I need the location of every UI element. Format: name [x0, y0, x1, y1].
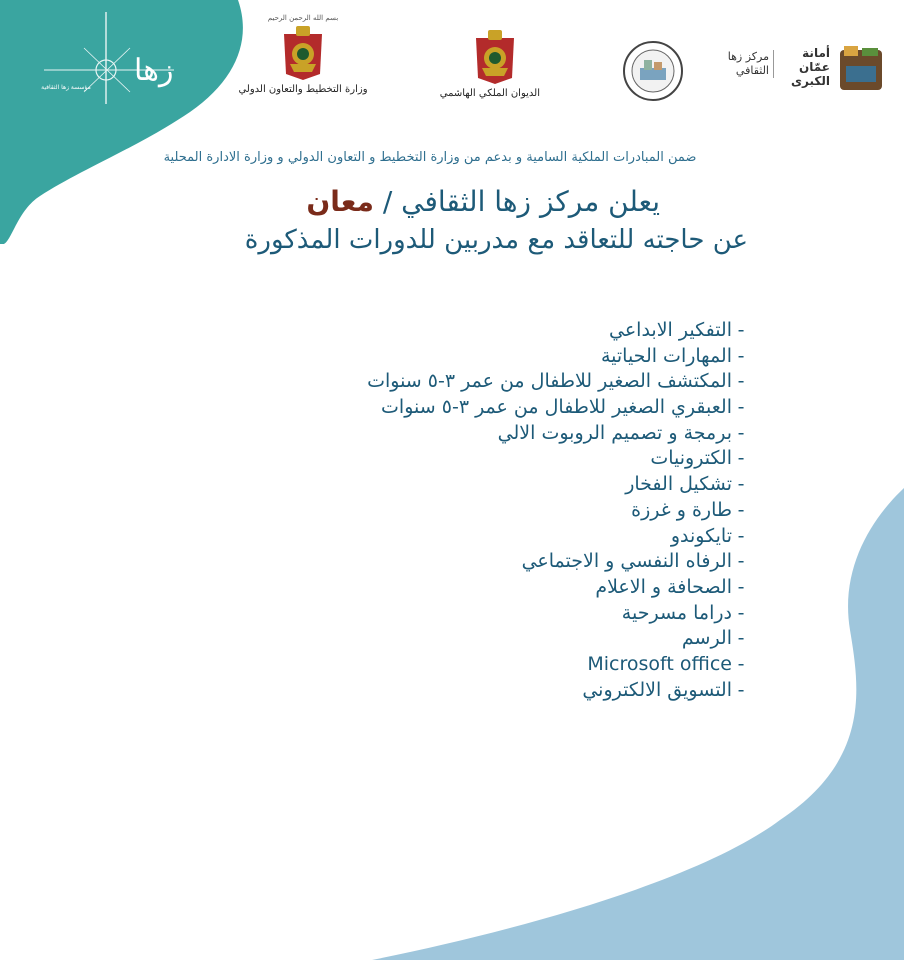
course-label: طارة و غرزة [631, 498, 732, 521]
headline [120, 184, 660, 220]
royal-court-caption: الديوان الملكي الهاشمي [439, 88, 540, 99]
bullet-dash: - [737, 524, 745, 547]
bullet-dash: - [737, 370, 745, 393]
list-item [260, 498, 750, 524]
list-item [260, 472, 750, 498]
zaha-caption: مؤسسة زها الثقافية [41, 84, 91, 91]
bullet-dash: - [737, 601, 745, 624]
bullet-dash: - [737, 421, 745, 444]
zaha-center-name: مركز زها الثقافي [719, 50, 774, 78]
headline-prefix: يعلن مركز زها الثقافي / [382, 185, 660, 218]
jordan-crest-icon [280, 24, 326, 82]
course-label: الرفاه النفسي و الاجتماعي [521, 550, 732, 573]
zaha-foundation-logo [14, 8, 186, 110]
list-item [260, 524, 750, 550]
bullet-dash: - [737, 550, 745, 573]
course-label: الرسم [681, 627, 732, 650]
amanah-name: أمانة عمّان الكبرى [791, 46, 830, 88]
royal-court-logo [439, 28, 540, 99]
course-label: برمجة و تصميم الروبوت الالي [497, 421, 732, 444]
headline-subtitle: عن حاجته للتعاقد مع مدربين للدورات المذكورة [244, 225, 748, 255]
list-item [260, 652, 750, 678]
headline-city: معان [306, 185, 374, 218]
course-label: Microsoft office [587, 652, 732, 675]
list-item [260, 575, 750, 601]
course-label: المهارات الحياتية [600, 344, 732, 367]
bullet-dash: - [737, 473, 745, 496]
bullet-dash: - [737, 498, 745, 521]
bullet-dash: - [737, 319, 745, 341]
list-item [260, 318, 750, 344]
amanah-emblem-icon [838, 44, 884, 92]
list-item [260, 446, 750, 472]
course-label: تشكيل الفخار [625, 473, 732, 496]
ministry-top-text: بسم الله الرحمن الرحيم [267, 14, 339, 22]
bullet-dash: - [737, 627, 745, 650]
list-item [260, 344, 750, 370]
ministry-planning-logo [238, 14, 368, 95]
list-item [260, 601, 750, 627]
list-item [260, 678, 750, 704]
course-label: الكترونيات [650, 447, 732, 470]
bullet-dash: - [737, 447, 745, 470]
amanah-logo [727, 44, 884, 96]
course-label: المكتشف الصغير للاطفال من عمر ٣-٥ سنوات [367, 370, 732, 393]
course-label: تايكوندو [670, 524, 732, 547]
bullet-dash: - [737, 344, 745, 367]
support-line: ضمن المبادرات الملكية السامية و بدعم من وزارة التخطيط و التعاون الدولي و وزارة الادارة المحلية [163, 150, 697, 165]
bullet-dash: - [737, 575, 745, 598]
ministry-caption: وزارة التخطيط والتعاون الدولي [238, 84, 368, 95]
course-label: التفكير الابداعي [609, 319, 732, 341]
list-item [260, 549, 750, 575]
bullet-dash: - [737, 678, 745, 701]
course-label: العبقري الصغير للاطفال من عمر ٣-٥ سنوات [381, 396, 732, 419]
list-item [260, 421, 750, 447]
course-label: التسويق الالكتروني [582, 678, 732, 701]
list-item [260, 369, 750, 395]
bullet-dash: - [737, 652, 745, 675]
jordan-crest-icon [472, 28, 518, 86]
course-label: دراما مسرحية [621, 601, 732, 624]
list-item [260, 395, 750, 421]
local-admin-ministry-seal-icon [622, 40, 684, 102]
course-list [260, 318, 750, 703]
bullet-dash: - [737, 396, 745, 419]
list-item [260, 626, 750, 652]
zaha-logo-text: زها [134, 53, 174, 88]
course-label: الصحافة و الاعلام [595, 575, 732, 598]
